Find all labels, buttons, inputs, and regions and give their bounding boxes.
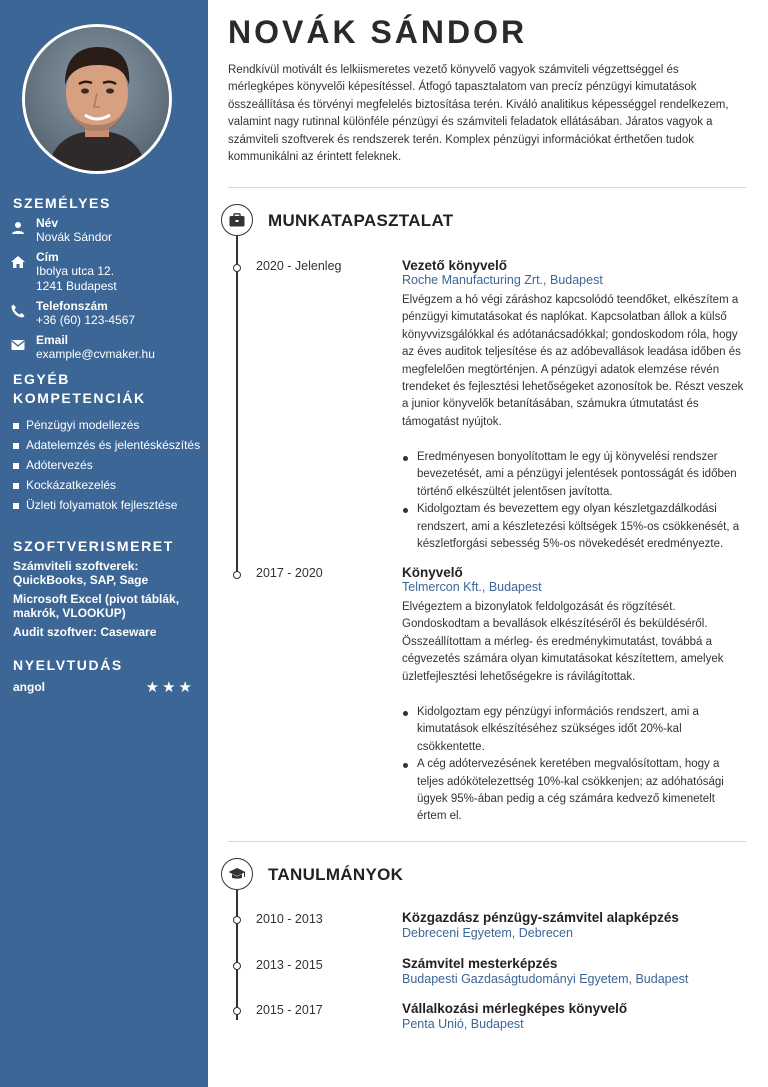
job-title: Könyvelő [402, 565, 463, 580]
job-date: 2020 - Jelenleg [256, 259, 342, 273]
list-item [13, 478, 200, 493]
skills-title-line: KOMPETENCIÁK [13, 390, 146, 406]
school-name: Debreceni Egyetem, Debrecen [402, 926, 573, 940]
software-item: Audit szoftver: Caseware [13, 625, 157, 639]
contact-value[interactable]: +36 (60) 123-4567 [36, 313, 136, 327]
list-item [13, 498, 200, 513]
job-description: Elvégzem a hó végi záráshoz kapcsolódó teendőket, elkészítem a pénzügyi kimutatásokat és naplókat. Kapcsolatban állok a külső könyvvizsgálókkal és adótanácsadókkal; gondoskodom róla, hogy az éves auditok teljesítése és az adóbevallások leadása időben és megfelelően megtörténjen. A pénzügyi adatok elemzése révén trendeket és fejlesztési lehetőségeket azonosítok be. Részt veszek a junior könyvelők betanításában, számukra útmutatást és támogatást nyújtok. [402, 294, 744, 428]
star-rating-icon: ★★★ [145, 679, 195, 696]
phone-icon [10, 303, 26, 319]
software-list [13, 559, 198, 644]
contact-address [10, 250, 200, 294]
contact-label: Cím [36, 250, 59, 264]
job-achievements [402, 449, 746, 553]
job-employer: Roche Manufacturing Zrt., Budapest [402, 273, 603, 287]
contact-label: Név [36, 216, 59, 230]
timeline-line [236, 890, 238, 1020]
skills-list [13, 418, 200, 518]
page-title: NOVÁK SÁNDOR [228, 14, 528, 50]
school-name: Penta Unió, Budapest [402, 1017, 524, 1031]
profile-summary: Rendkívül motivált és lelkiismeretes vezető könyvelő vagyok számviteli végzettséggel és mérlegképes könyvelői képesítéssel. Átfogó tapasztalatom van precíz pénzügyi kimutatások összeállítása és törvényi megfelelés biztosítása terén. Kiváló analitikus képességgel rendelkezem, valamint nagy rutinnal különféle pénzügyi és számviteli feladatok ellátásában. Járatos vagyok a számviteli szoftverek és rendszerek terén. Komplex pénzügyi információkat érthetően tudok kommunikálni az érintett feleknek. [228, 64, 729, 164]
list-item [13, 438, 200, 453]
profile-photo [22, 24, 172, 174]
contact-email [10, 333, 200, 362]
skill-label: Adótervezés [26, 458, 93, 472]
language-section-title: NYELVTUDÁS [13, 657, 123, 673]
divider [228, 841, 746, 842]
job-description: Elvégeztem a bizonylatok feldolgozását és rögzítését. Gondoskodtam a bevallások elkészítéséről és beküldéséről. Összeállítottam a mérleg- és eredménykimutatást, továbbá a cégvezetés számára olyan kimutatásokat készítettem, amelyek üzletfejlesztési lehetőségekre is rávilágítottak. [402, 601, 724, 683]
language-row [13, 678, 195, 696]
job-title: Vezető könyvelő [402, 258, 508, 273]
school-name: Budapesti Gazdaságtudományi Egyetem, Budapest [402, 972, 689, 986]
list-item [13, 458, 200, 473]
list-item: Kidolgoztam egy pénzügyi információs rendszert, ami a kimutatások elkészítéséhez szükséges időt 20%-kal csökkentette. [402, 704, 746, 756]
timeline-dot [233, 571, 241, 579]
degree-title: Közgazdász pénzügy-számvitel alapképzés [402, 910, 679, 925]
timeline-dot [233, 1007, 241, 1015]
list-item: Eredményesen bonyolítottam le egy új könyvelési rendszer bevezetését, ami a pénzügyi jelentések pontosságát és időben történő elkészültét jelentősen javította. [402, 449, 746, 501]
job-date: 2017 - 2020 [256, 566, 323, 580]
contact-value: Novák Sándor [36, 230, 113, 244]
contact-label: Email [36, 333, 69, 347]
software-item: Számviteli szoftverek: QuickBooks, SAP, Sage [13, 559, 149, 587]
skill-label: Adatelemzés és jelentéskészítés [26, 438, 201, 452]
contact-phone [10, 299, 200, 328]
contact-value[interactable]: example@cvmaker.hu [36, 347, 155, 361]
square-bullet-icon [13, 463, 19, 469]
list-item [13, 418, 200, 433]
graduation-cap-icon [221, 858, 253, 890]
education-date: 2015 - 2017 [256, 1003, 323, 1017]
education-date: 2013 - 2015 [256, 958, 323, 972]
degree-title: Vállalkozási mérlegképes könyvelő [402, 1001, 628, 1016]
software-item: Microsoft Excel (pivot táblák, makrók, VLOOKUP) [13, 592, 180, 620]
contact-list [10, 216, 200, 367]
software-section-title: SZOFTVERISMERET [13, 538, 174, 554]
degree-title: Számvitel mesterképzés [402, 956, 558, 971]
square-bullet-icon [13, 483, 19, 489]
square-bullet-icon [13, 503, 19, 509]
briefcase-icon [221, 204, 253, 236]
language-name: angol [13, 680, 45, 694]
skill-label: Pénzügyi modellezés [26, 418, 140, 432]
education-section-title: TANULMÁNYOK [268, 865, 404, 884]
square-bullet-icon [13, 443, 19, 449]
home-icon [10, 254, 26, 270]
contact-value: Ibolya utca 12. [36, 264, 115, 278]
person-icon [10, 220, 26, 236]
personal-section-title: SZEMÉLYES [13, 195, 111, 211]
skills-section-title [13, 370, 146, 408]
list-item: A cég adótervezésének keretében megvalósítottam, hogy a teljes adókötelezettség 10%-kal csökkenjen; az adóhatósági ügyek 95%-ában pedig a cég számára kedvező kimenetelt értem el. [402, 756, 746, 826]
skills-title-line: EGYÉB [13, 371, 71, 387]
skill-label: Kockázatkezelés [26, 478, 117, 492]
job-achievements [402, 704, 746, 826]
contact-value: 1241 Budapest [36, 279, 117, 293]
contact-name [10, 216, 200, 245]
contact-label: Telefonszám [36, 299, 108, 313]
skill-label: Üzleti folyamatok fejlesztése [26, 498, 178, 512]
divider [228, 187, 746, 188]
list-item: Kidolgoztam és bevezettem egy olyan készletgazdálkodási rendszert, ami a készletezési költségek 15%-os csökkenését, a készletforgási sebesség 5%-os növekedését eredményezte. [402, 501, 746, 553]
mail-icon [10, 337, 26, 353]
timeline-dot [233, 916, 241, 924]
work-section-title: MUNKATAPASZTALAT [268, 211, 454, 230]
job-employer: Telmercon Kft., Budapest [402, 580, 542, 594]
square-bullet-icon [13, 423, 19, 429]
timeline-dot [233, 264, 241, 272]
timeline-line [236, 236, 238, 576]
sidebar [0, 0, 208, 1087]
timeline-dot [233, 962, 241, 970]
education-date: 2010 - 2013 [256, 912, 323, 926]
